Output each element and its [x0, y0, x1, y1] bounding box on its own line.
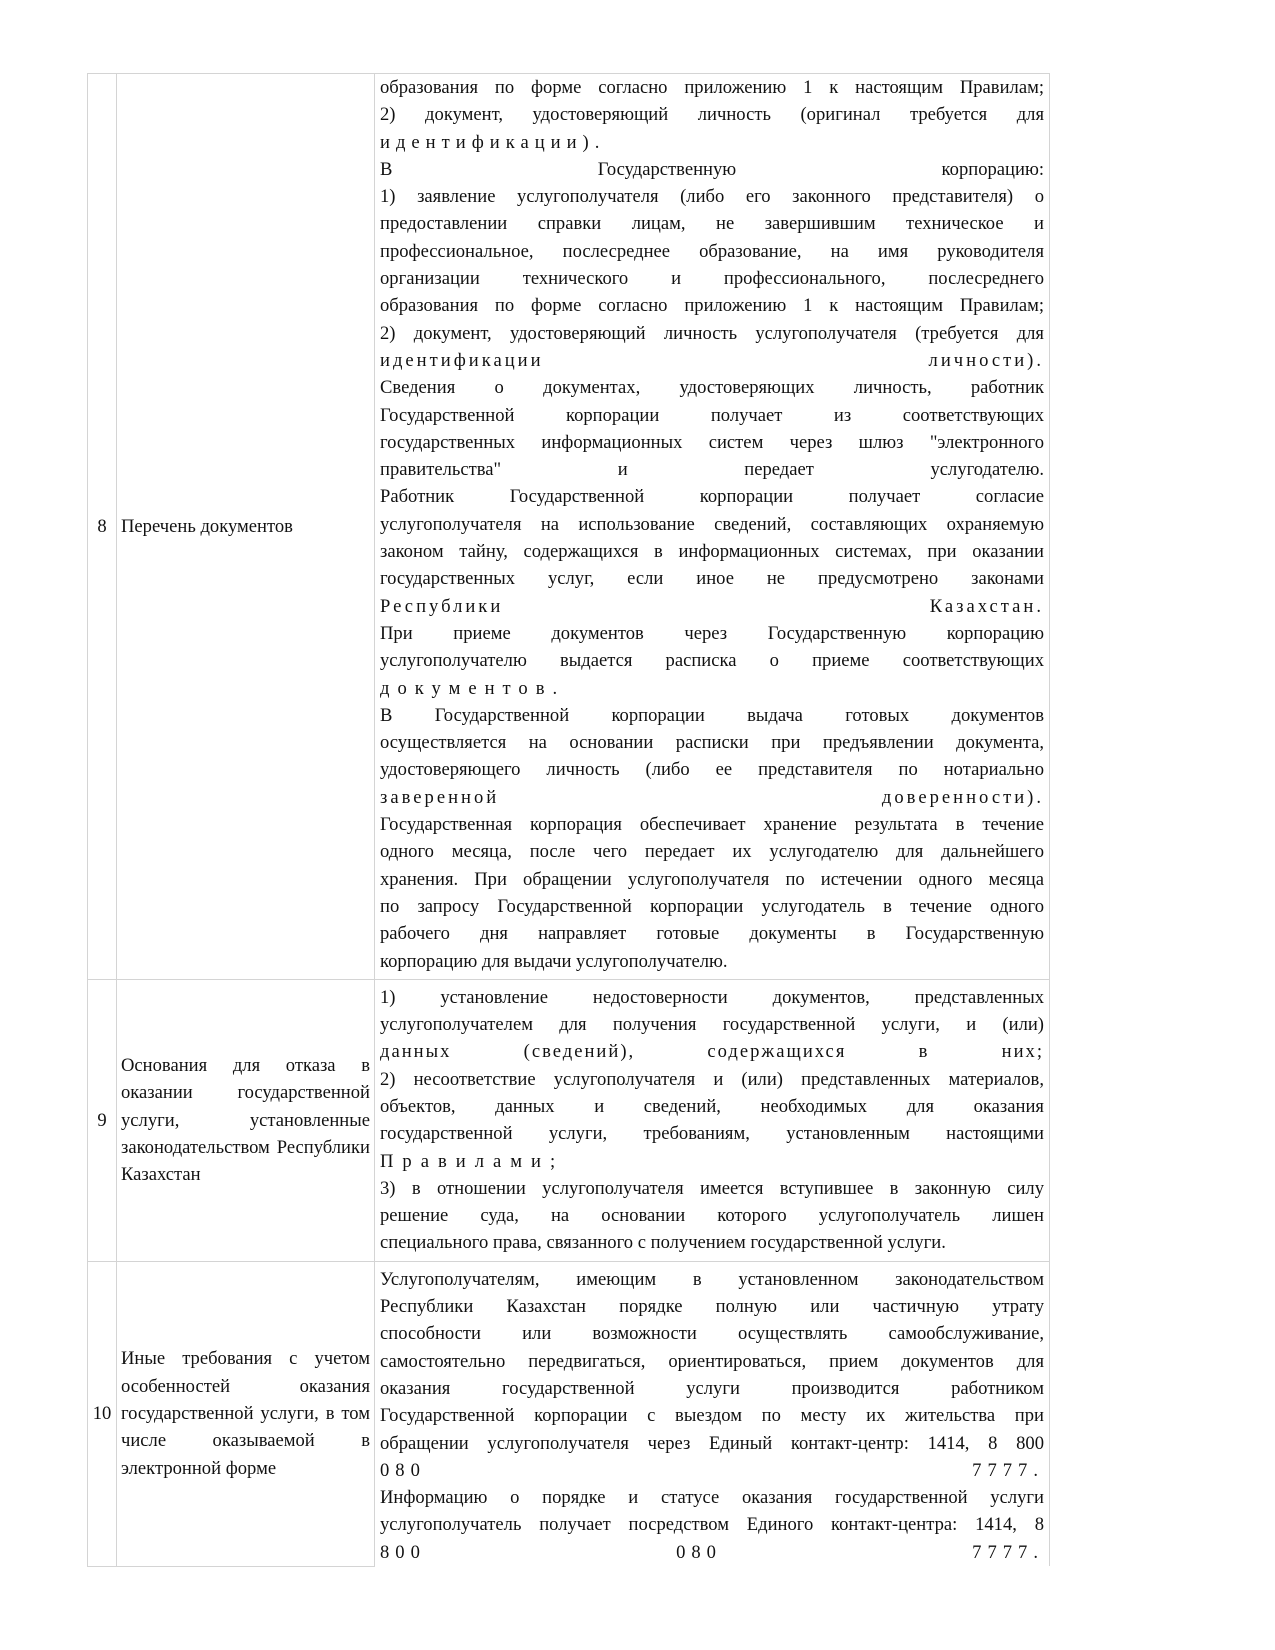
content-line: способности или возможности осуществлять самообслуживание, [380, 1323, 1044, 1345]
content-line: услугополучателя на использование сведений, составляющих охраняемую [380, 513, 1044, 535]
content-line: Работник Государственной корпорации получает согласие [380, 486, 1044, 508]
content-line: В Государственной корпорации выдача готовых документов [380, 704, 1044, 726]
content-line: Республики Казахстан. [380, 595, 1044, 617]
content-line: документов. [380, 677, 566, 699]
table-row [88, 1261, 1050, 1566]
content-line: Государственной корпорации с выездом по месту их жительства при [380, 1405, 1044, 1427]
content-line: Государственной корпорации получает из соответствующих [380, 404, 1044, 426]
content-line: В Государственную корпорацию: [380, 158, 1044, 180]
row-title: Перечень документов [117, 74, 375, 980]
row-number: 8 [88, 74, 117, 980]
content-line: Сведения о документах, удостоверяющих личность, работник [380, 377, 1044, 399]
content-line: осуществляется на основании расписки при предъявлении документа, [380, 732, 1044, 754]
content-line: образования по форме согласно приложению 1 к настоящим Правилам; [380, 295, 1044, 317]
content-line: предоставлении справки лицам, не завершившим техническое и [380, 213, 1044, 235]
content-line: услугополучателю выдается расписка о приеме соответствующих [380, 650, 1044, 672]
content-line: Государственная корпорация обеспечивает хранение результата в течение [380, 814, 1044, 836]
content-line: обращении услугополучателя через Единый контакт-центр: 1414, 8 800 [380, 1432, 1044, 1454]
row-content [375, 1261, 1050, 1566]
content-line: специального права, связанного с получением государственной услуги. [380, 1232, 946, 1254]
content-line: 2) документ, удостоверяющий личность (оригинал требуется для [380, 104, 1044, 126]
row-number: 10 [88, 1261, 117, 1566]
content-line: законом тайну, содержащихся в информационных системах, при оказании [380, 541, 1044, 563]
content-line: 2) документ, удостоверяющий личность услугополучателя (требуется для [380, 322, 1044, 344]
row-number: 9 [88, 979, 117, 1261]
content-line: самостоятельно передвигаться, ориентироваться, прием документов для [380, 1350, 1044, 1372]
content-line: идентификации). [380, 131, 606, 153]
content-line: рабочего дня направляет готовые документы в Государственную [380, 923, 1044, 945]
content-line: услугополучатель получает посредством Единого контакт-центра: 1414, 8 [380, 1514, 1044, 1536]
content-line: При приеме документов через Государственную корпорацию [380, 622, 1044, 644]
row-title: Иные требования с учетом особенностей оказания государственной услуги, в том числе оказываемой в электронной форме [117, 1261, 375, 1566]
row-content [375, 979, 1050, 1261]
content-line: одного месяца, после чего передает их услугодателю для дальнейшего [380, 841, 1044, 863]
content-line: Правилами; [380, 1150, 565, 1172]
content-line: 1) заявление услугополучателя (либо его законного представителя) о [380, 186, 1044, 208]
content-line: Услугополучателям, имеющим в установленном законодательством [380, 1268, 1044, 1290]
table-row [88, 979, 1050, 1261]
content-line: 080 7777. [380, 1459, 1044, 1481]
table-row [88, 74, 1050, 980]
services-table [87, 73, 1050, 1567]
content-line: 3) в отношении услугополучателя имеется вступившее в законную силу [380, 1177, 1044, 1199]
content-line: государственных информационных систем через шлюз "электронного [380, 431, 1044, 453]
content-line: объектов, данных и сведений, необходимых для оказания [380, 1095, 1044, 1117]
content-line: 1) установление недостоверности документов, представленных [380, 986, 1044, 1008]
content-line: хранения. При обращении услугополучателя по истечении одного месяца [380, 868, 1044, 890]
row-content [375, 74, 1050, 980]
content-line: удостоверяющего личность (либо ее представителя по нотариально [380, 759, 1044, 781]
content-line: 2) несоответствие услугополучателя и (или) представленных материалов, [380, 1068, 1044, 1090]
content-line: Республики Казахстан порядке полную или частичную утрату [380, 1296, 1044, 1318]
content-line: идентификации личности). [380, 349, 1044, 371]
content-line: Информацию о порядке и статусе оказания государственной услуги [380, 1487, 1044, 1509]
content-line: правительства" и передает услугодателю. [380, 459, 1044, 481]
content-line: корпорацию для выдачи услугополучателю. [380, 950, 728, 972]
content-line: 800 080 7777. [380, 1541, 1044, 1563]
content-line: образования по форме согласно приложению 1 к настоящим Правилам; [380, 77, 1044, 98]
content-line: решение суда, на основании которого услугополучатель лишен [380, 1205, 1044, 1227]
content-line: профессиональное, послесреднее образование, на имя руководителя [380, 240, 1044, 262]
content-line: организации технического и профессионального, послесреднего [380, 268, 1044, 290]
row-title: Основания для отказа в оказании государственной услуги, установленные законодательством Республики Казахстан [117, 979, 375, 1261]
content-line: оказания государственной услуги производится работником [380, 1377, 1044, 1399]
content-line: государственных услуг, если иное не предусмотрено законами [380, 568, 1044, 590]
content-line: по запросу Государственной корпорации услугодатель в течение одного [380, 895, 1044, 917]
content-line: данных (сведений), содержащихся в них; [380, 1041, 1044, 1063]
content-line: государственной услуги, требованиям, установленным настоящими [380, 1123, 1044, 1145]
content-line: заверенной доверенности). [380, 786, 1044, 808]
content-line: услугополучателем для получения государственной услуги, и (или) [380, 1014, 1044, 1036]
